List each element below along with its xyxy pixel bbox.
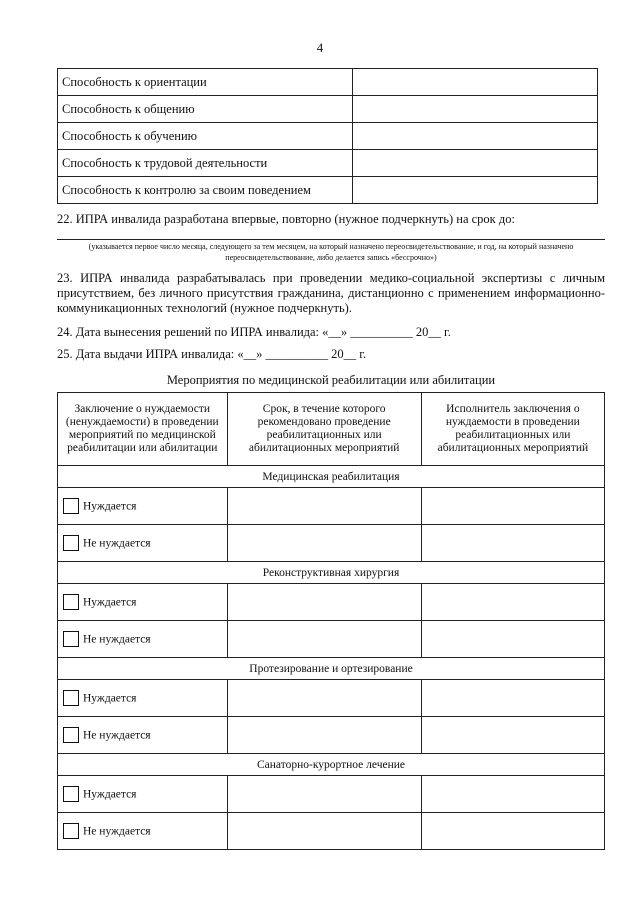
checkbox[interactable] [63, 690, 79, 706]
table-row [58, 776, 605, 813]
fill-line [57, 239, 605, 240]
checkbox[interactable] [63, 786, 79, 802]
table-row [58, 584, 605, 621]
ability-value-cell[interactable] [353, 177, 598, 204]
item-24: 24. Дата вынесения решений по ИПРА инвалида: «__» __________ 20__ г. [57, 325, 451, 339]
table-row [58, 717, 605, 754]
section-title: Протезирование и ортезирование [58, 658, 605, 680]
executor-cell[interactable] [421, 488, 604, 525]
option-cell [58, 680, 228, 717]
ability-label: Способность к общению [58, 96, 353, 123]
executor-cell[interactable] [421, 717, 604, 754]
table-row [58, 525, 605, 562]
executor-cell[interactable] [421, 813, 604, 850]
option-label: Нуждается [83, 500, 137, 513]
checkbox[interactable] [63, 823, 79, 839]
section-row [58, 658, 605, 680]
option-cell [58, 584, 228, 621]
checkbox[interactable] [63, 631, 79, 647]
table-row [58, 813, 605, 850]
term-cell[interactable] [227, 680, 421, 717]
executor-cell[interactable] [421, 584, 604, 621]
option-label: Не нуждается [83, 633, 151, 646]
ability-value-cell[interactable] [353, 69, 598, 96]
ability-value-cell[interactable] [353, 150, 598, 177]
option-cell [58, 621, 228, 658]
header-term: Срок, в течение которого рекомендовано проведение реабилитационных или абилитационных мероприятий [227, 393, 421, 466]
header-executor: Исполнитель заключения о нуждаемости в проведении реабилитационных или абилитационных мероприятий [421, 393, 604, 466]
table-row [58, 96, 598, 123]
item-22-note: (указывается первое число месяца, следующего за тем месяцем, на который назначено переосвидетельствование, и год, на который назначено переосвидетельствование, либо делается запись «бессрочно») [88, 242, 574, 262]
section-heading: Мероприятия по медицинской реабилитации или абилитации [166, 373, 496, 387]
rehabilitation-table [57, 392, 605, 850]
option-cell [58, 813, 228, 850]
option-cell [58, 525, 228, 562]
item-23: 23. ИПРА инвалида разрабатывалась при проведении медико-социальной экспертизы с личным присутствием, без личного присутствия гражданина, дистанционно с применением информационно-коммуникационных технологий (нужное подчеркнуть). [57, 271, 605, 315]
section-title: Реконструктивная хирургия [58, 562, 605, 584]
executor-cell[interactable] [421, 525, 604, 562]
page-number: 4 [316, 40, 324, 55]
option-label: Нуждается [83, 788, 137, 801]
ability-label: Способность к контролю за своим поведением [58, 177, 353, 204]
ability-label: Способность к ориентации [58, 69, 353, 96]
table-row [58, 177, 598, 204]
section-row [58, 466, 605, 488]
checkbox[interactable] [63, 498, 79, 514]
ability-label: Способность к трудовой деятельности [58, 150, 353, 177]
executor-cell[interactable] [421, 621, 604, 658]
table-row [58, 123, 598, 150]
ability-label: Способность к обучению [58, 123, 353, 150]
option-label: Не нуждается [83, 729, 151, 742]
term-cell[interactable] [227, 717, 421, 754]
ability-value-cell[interactable] [353, 96, 598, 123]
option-label: Нуждается [83, 692, 137, 705]
section-title: Медицинская реабилитация [58, 466, 605, 488]
executor-cell[interactable] [421, 776, 604, 813]
option-label: Нуждается [83, 596, 137, 609]
section-title: Санаторно-курортное лечение [58, 754, 605, 776]
table-row [58, 69, 598, 96]
item-25: 25. Дата выдачи ИПРА инвалида: «__» __________ 20__ г. [57, 347, 367, 361]
term-cell[interactable] [227, 488, 421, 525]
option-label: Не нуждается [83, 537, 151, 550]
term-cell[interactable] [227, 525, 421, 562]
section-row [58, 754, 605, 776]
term-cell[interactable] [227, 621, 421, 658]
term-cell[interactable] [227, 813, 421, 850]
table-row [58, 621, 605, 658]
option-cell [58, 776, 228, 813]
table-header-row [58, 393, 605, 466]
option-cell [58, 717, 228, 754]
term-cell[interactable] [227, 776, 421, 813]
abilities-table [57, 68, 598, 204]
term-cell[interactable] [227, 584, 421, 621]
checkbox[interactable] [63, 727, 79, 743]
ability-value-cell[interactable] [353, 123, 598, 150]
checkbox[interactable] [63, 594, 79, 610]
header-conclusion: Заключение о нуждаемости (ненуждаемости) в проведении мероприятий по медицинской реабилитации или абилитации [58, 393, 228, 466]
executor-cell[interactable] [421, 680, 604, 717]
item-22: 22. ИПРА инвалида разработана впервые, повторно (нужное подчеркнуть) на срок до: [57, 212, 515, 226]
option-label: Не нуждается [83, 825, 151, 838]
table-row [58, 488, 605, 525]
table-row [58, 150, 598, 177]
checkbox[interactable] [63, 535, 79, 551]
option-cell [58, 488, 228, 525]
table-row [58, 680, 605, 717]
section-row [58, 562, 605, 584]
